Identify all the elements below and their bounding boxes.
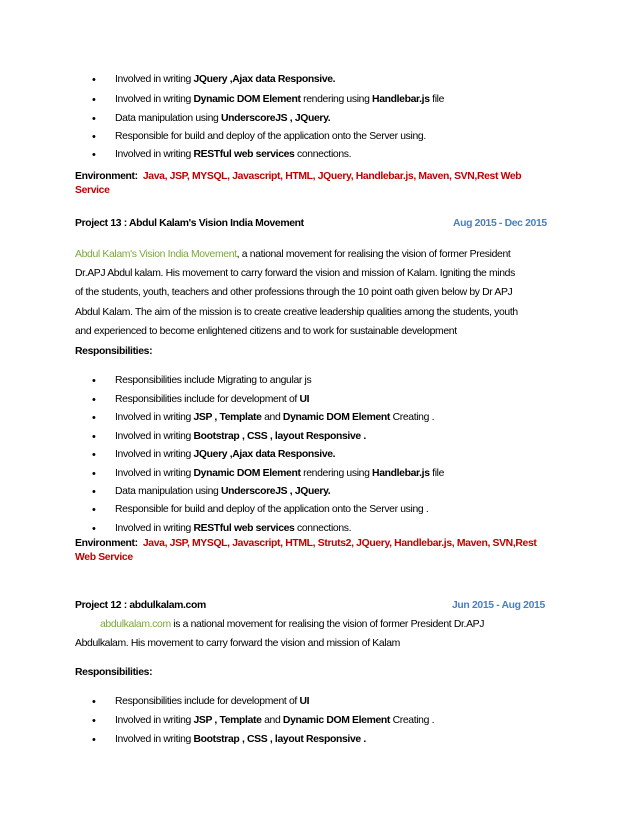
bullet-emphasis: RESTful web services bbox=[193, 523, 295, 534]
environment-tech-list-cont: Service bbox=[75, 185, 110, 196]
bullet-text: Involved in writing bbox=[115, 94, 194, 105]
project13-desc-line4: Abdul Kalam. The aim of the mission is to create creative leadership qualities among the students, youth bbox=[75, 306, 518, 318]
environment-label: Environment: bbox=[75, 538, 138, 549]
environment-block-2 bbox=[75, 538, 571, 563]
bullet-emphasis: UI bbox=[299, 696, 310, 707]
bullet-text: Involved in writing bbox=[115, 468, 194, 479]
bullet-emphasis: Dynamic DOM Element bbox=[193, 468, 301, 479]
environment-label: Environment: bbox=[75, 171, 138, 182]
bullet-text: Involved in writing bbox=[115, 74, 194, 85]
project13-link[interactable]: Abdul Kalam's Vision India Movement bbox=[75, 249, 237, 260]
bullet-text: Involved in writing bbox=[115, 149, 194, 160]
bullet-text: Responsible for build and deploy of the application onto the Server using. bbox=[115, 131, 426, 142]
bullet-text: Data manipulation using bbox=[115, 486, 221, 497]
bullet-text: Responsibilities include for development of bbox=[115, 394, 300, 405]
bullet-text: connections. bbox=[294, 523, 352, 534]
bullet-text: and bbox=[261, 412, 283, 423]
list-item bbox=[92, 486, 612, 504]
bullet-emphasis: JSP , Template bbox=[193, 412, 262, 423]
responsibilities-heading-1: Responsibilities: bbox=[75, 346, 153, 357]
project12-dates: Jun 2015 - Aug 2015 bbox=[452, 600, 545, 611]
list-item bbox=[92, 504, 612, 523]
bullet-emphasis: UI bbox=[299, 394, 310, 405]
bullet-emphasis: JQuery ,Ajax data Responsive. bbox=[193, 449, 336, 460]
bullet-text: Involved in writing bbox=[115, 412, 194, 423]
list-item bbox=[92, 149, 612, 167]
bullet-text: Responsibilities include for development of bbox=[115, 696, 300, 707]
bullet-emphasis: UnderscoreJS , JQuery. bbox=[220, 113, 331, 124]
list-item bbox=[92, 375, 612, 394]
bullet-text: Creating . bbox=[390, 412, 435, 423]
bullet-list-project14 bbox=[92, 74, 612, 167]
list-item bbox=[92, 696, 612, 715]
bullet-text: file bbox=[429, 94, 445, 105]
list-item bbox=[92, 131, 612, 149]
bullet-emphasis: UnderscoreJS , JQuery. bbox=[220, 486, 331, 497]
bullet-text: Creating . bbox=[390, 715, 435, 726]
bullet-text: Involved in writing bbox=[115, 734, 194, 745]
project13-desc-line3: of the students, youth, teachers and other professions through the 10 point oath given below by Dr APJ bbox=[75, 287, 513, 299]
bullet-text: file bbox=[429, 468, 445, 479]
project13-dates: Aug 2015 - Dec 2015 bbox=[453, 218, 547, 229]
project12-title: Project 12 : abdulkalam.com bbox=[75, 600, 206, 611]
bullet-text: Responsibilities include Migrating to angular js bbox=[115, 375, 312, 386]
bullet-text: Involved in writing bbox=[115, 523, 194, 534]
list-item bbox=[92, 394, 612, 412]
list-item bbox=[92, 74, 612, 94]
bullet-text: connections. bbox=[294, 149, 352, 160]
project13-title: Project 13 : Abdul Kalam's Vision India Movement bbox=[75, 218, 304, 229]
bullet-text: Data manipulation using bbox=[115, 113, 221, 124]
list-item bbox=[92, 449, 612, 468]
bullet-emphasis: Handlebar.js bbox=[372, 468, 430, 479]
bullet-text: and bbox=[261, 715, 283, 726]
bullet-text: rendering using bbox=[300, 94, 373, 105]
bullet-emphasis: RESTful web services bbox=[193, 149, 295, 160]
list-item bbox=[92, 431, 612, 449]
list-item bbox=[92, 94, 612, 113]
bullet-text: Involved in writing bbox=[115, 715, 194, 726]
project12-desc-line2: Abdulkalam. His movement to carry forward the vision and mission of Kalam bbox=[75, 638, 400, 649]
environment-tech-list: Java, JSP, MYSQL, Javascript, HTML, Struts2, JQuery, Handlebar.js, Maven, SVN,Rest bbox=[142, 538, 537, 549]
bullet-list-project13 bbox=[92, 375, 612, 541]
list-item bbox=[92, 113, 612, 131]
project13-desc-line5: and experienced to become enlightened citizens and to work for sustainable development bbox=[75, 325, 457, 337]
bullet-emphasis: Bootstrap , CSS , layout Responsive . bbox=[193, 431, 366, 442]
list-item bbox=[92, 734, 612, 753]
bullet-emphasis: Dynamic DOM Element bbox=[282, 715, 391, 726]
bullet-text: Involved in writing bbox=[115, 431, 194, 442]
responsibilities-heading-2: Responsibilities: bbox=[75, 667, 153, 678]
project13-description bbox=[75, 245, 571, 341]
bullet-emphasis: JQuery ,Ajax data Responsive. bbox=[193, 74, 336, 85]
project12-description bbox=[75, 615, 571, 653]
bullet-emphasis: Bootstrap , CSS , layout Responsive . bbox=[193, 734, 366, 745]
bullet-emphasis: JSP , Template bbox=[193, 715, 262, 726]
environment-tech-list: Java, JSP, MYSQL, Javascript, HTML, JQuery, Handlebar.js, Maven, SVN,Rest Web bbox=[142, 171, 522, 182]
bullet-list-project12 bbox=[92, 696, 612, 753]
project13-desc-line2: Dr.APJ Abdul kalam. His movement to carry forward the vision and mission of Kalam. Igniting the minds bbox=[75, 268, 515, 280]
list-item bbox=[92, 715, 612, 734]
bullet-emphasis: Dynamic DOM Element bbox=[193, 94, 301, 105]
list-item bbox=[92, 412, 612, 431]
bullet-text: Responsible for build and deploy of the application onto the Server using . bbox=[115, 504, 429, 515]
project12-desc-line1: is a national movement for realising the vision of former President Dr.APJ bbox=[170, 619, 485, 630]
bullet-emphasis: Dynamic DOM Element bbox=[282, 412, 391, 423]
environment-block-1 bbox=[75, 171, 571, 196]
bullet-text: Involved in writing bbox=[115, 449, 194, 460]
list-item bbox=[92, 468, 612, 486]
bullet-emphasis: Handlebar.js bbox=[372, 94, 430, 105]
project12-link[interactable]: abdulkalam.com bbox=[100, 619, 171, 630]
bullet-text: rendering using bbox=[300, 468, 373, 479]
environment-tech-list-cont: Web Service bbox=[75, 552, 133, 563]
project13-desc-line1: , a national movement for realising the vision of former President bbox=[236, 249, 511, 260]
